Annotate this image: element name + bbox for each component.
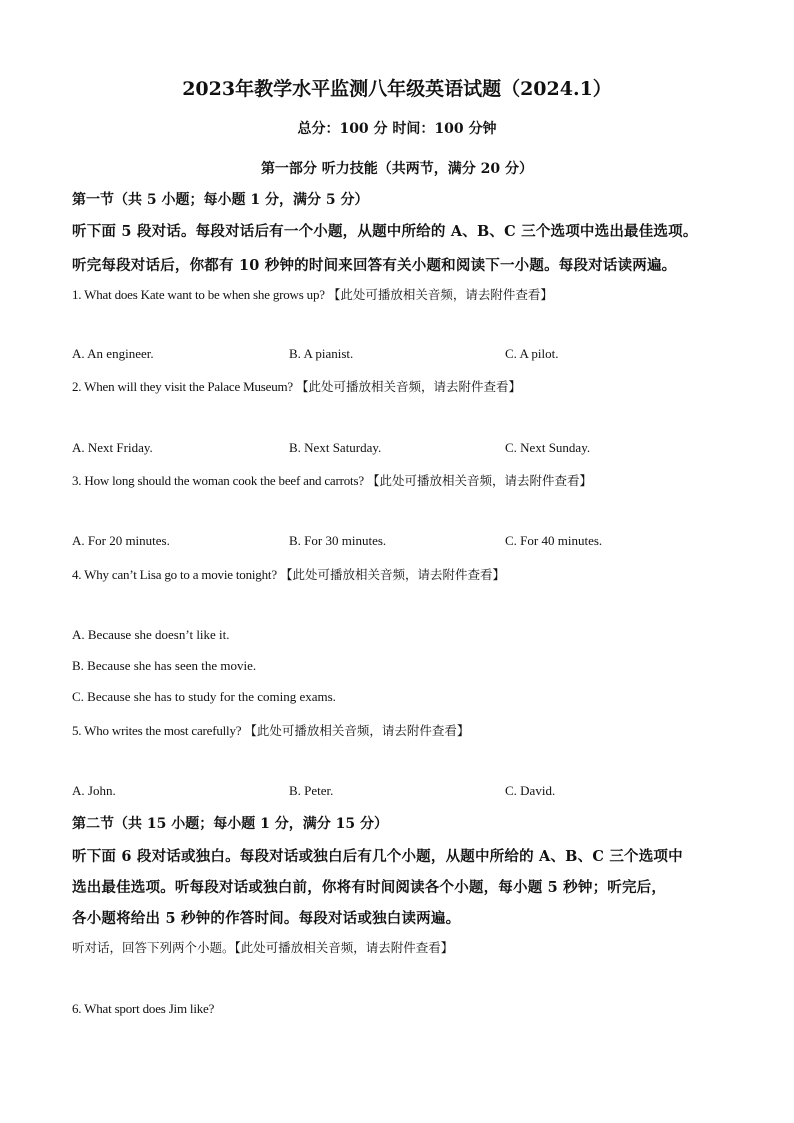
question-3-option-b[interactable]: B. For 30 minutes.	[289, 533, 387, 548]
question-5	[72, 721, 469, 739]
exam-title: 2023年教学水平监测八年级英语试题（2024.1）	[182, 78, 612, 100]
question-1-text: 1. What does Kate want to be when she grows up?	[72, 287, 325, 302]
question-5-option-b[interactable]: B. Peter.	[289, 783, 334, 798]
section-one-instruction-line-1: 听下面 5 段对话。每段对话后有一个小题，从题中所给的 A、B、C 三个选项中选出最佳选项。	[72, 223, 698, 240]
question-2-text: 2. When will they visit the Palace Museum?	[72, 379, 293, 394]
audio-link[interactable]: 【此处可播放相关音频，请去附件查看】	[296, 379, 522, 394]
question-2-option-a[interactable]: A. Next Friday.	[72, 440, 153, 455]
question-1-option-a[interactable]: A. An engineer.	[72, 346, 154, 361]
question-2-option-c[interactable]: C. Next Sunday.	[505, 440, 591, 455]
audio-link[interactable]: 【此处可播放相关音频，请去附件查看】	[279, 567, 505, 582]
question-1-option-c[interactable]: C. A pilot.	[505, 346, 559, 361]
part-one-title: 第一部分 听力技能（共两节，满分 20 分）	[260, 161, 534, 177]
exam-score-time: 总分：100 分 时间：100 分钟	[297, 121, 497, 137]
question-2-option-b[interactable]: B. Next Saturday.	[289, 440, 382, 455]
question-1-option-b[interactable]: B. A pianist.	[289, 346, 354, 361]
section-one-heading: 第一节（共 5 小题；每小题 1 分，满分 5 分）	[72, 192, 369, 208]
question-4-text: 4. Why can’t Lisa go to a movie tonight?	[72, 567, 277, 582]
section-one-instruction-line-2: 听完每段对话后，你都有 10 秒钟的时间来回答有关小题和阅读下一小题。每段对话读两遍。	[72, 257, 677, 274]
question-4-option-c[interactable]: C. Because she has to study for the coming exams.	[72, 689, 336, 704]
section-two-instruction-line-2: 选出最佳选项。听每段对话或独白前，你将有时间阅读各个小题，每小题 5 秒钟；听完后，	[72, 879, 667, 896]
question-4-option-b[interactable]: B. Because she has seen the movie.	[72, 658, 257, 673]
section-two-instruction-line-1: 听下面 6 段对话或独白。每段对话或独白后有几个小题，从题中所给的 A、B、C 三个选项中	[72, 848, 683, 865]
question-6	[72, 1001, 214, 1017]
question-5-option-a[interactable]: A. John.	[72, 783, 116, 798]
question-5-option-c[interactable]: C. David.	[505, 783, 556, 798]
question-1	[72, 285, 553, 303]
question-3-option-a[interactable]: A. For 20 minutes.	[72, 533, 170, 548]
question-4	[72, 565, 505, 583]
audio-link[interactable]: 【此处可播放相关音频，请去附件查看】	[327, 287, 553, 302]
dialog-audio-note[interactable]: 听对话，回答下列两个小题。【此处可播放相关音频，请去附件查看】	[72, 940, 454, 955]
question-3-option-c[interactable]: C. For 40 minutes.	[505, 533, 603, 548]
question-2	[72, 377, 521, 395]
audio-link[interactable]: 【此处可播放相关音频，请去附件查看】	[366, 473, 592, 488]
question-6-text: 6. What sport does Jim like?	[72, 1001, 215, 1016]
section-two-heading: 第二节（共 15 小题；每小题 1 分，满分 15 分）	[72, 816, 388, 832]
question-3	[72, 471, 592, 489]
question-5-text: 5. Who writes the most carefully?	[72, 723, 242, 738]
question-3-text: 3. How long should the woman cook the beef and carrots?	[72, 473, 364, 488]
section-two-instruction-line-3: 各小题将给出 5 秒钟的作答时间。每段对话或独白读两遍。	[72, 910, 461, 927]
audio-link[interactable]: 【此处可播放相关音频，请去附件查看】	[244, 723, 470, 738]
question-4-option-a[interactable]: A. Because she doesn’t like it.	[72, 627, 230, 642]
